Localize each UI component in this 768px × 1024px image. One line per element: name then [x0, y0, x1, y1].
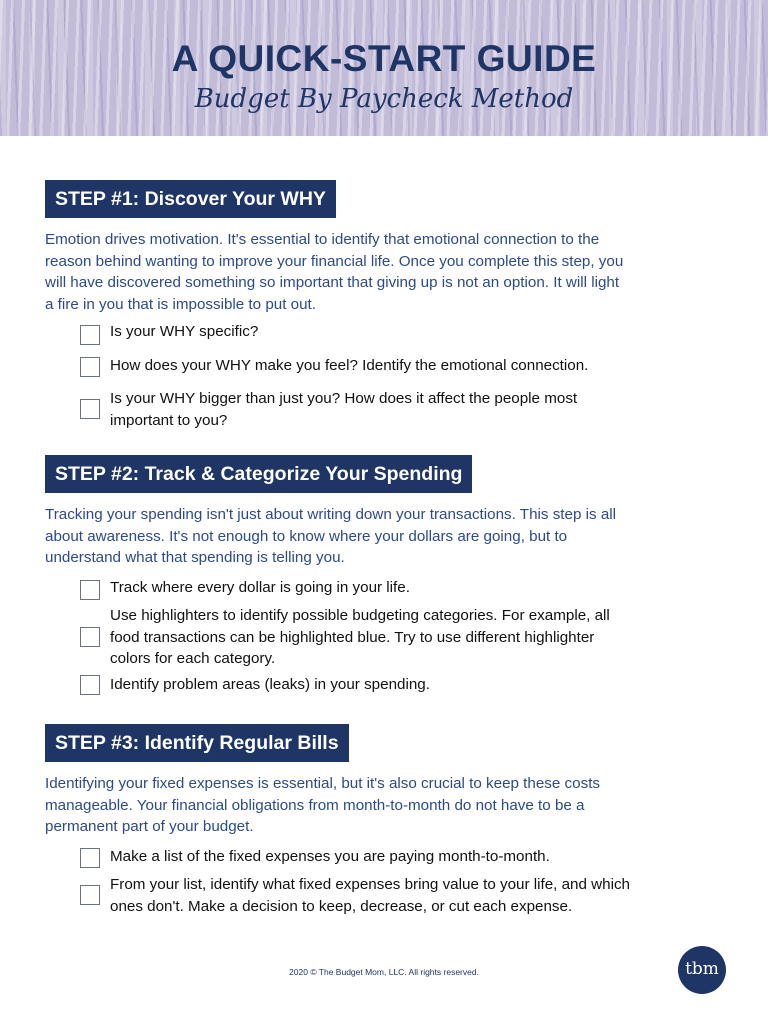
paragraph-line: Emotion drives motivation. It's essential to identify that emotional connection to the	[45, 231, 600, 248]
checklist-item-text: How does your WHY make you feel? Identify the emotional connection.	[110, 357, 589, 374]
header-banner	[0, 0, 768, 136]
checklist-item-text: important to you?	[110, 411, 228, 429]
checkbox[interactable]	[80, 885, 100, 905]
paragraph-line: reason behind wanting to improve your financial life. Once you complete this step, you	[45, 252, 624, 270]
step-2-heading: STEP #2: Track & Categorize Your Spending	[45, 455, 472, 493]
checkbox[interactable]	[80, 580, 100, 600]
checkbox[interactable]	[80, 675, 100, 695]
checklist-item-text: ones don't. Make a decision to keep, decrease, or cut each expense.	[110, 897, 573, 915]
paragraph-line: Tracking your spending isn't just about writing down your transactions. This step is all	[45, 506, 617, 523]
checklist-item-text: Identify problem areas (leaks) in your spending.	[110, 676, 430, 693]
page-title: A QUICK-START GUIDE	[171, 38, 597, 79]
step-3-heading: STEP #3: Identify Regular Bills	[45, 724, 349, 762]
checklist-item-text: Track where every dollar is going in your life.	[110, 579, 410, 596]
checklist-item-text: colors for each category.	[110, 650, 276, 667]
checkbox[interactable]	[80, 357, 100, 377]
checklist-item-text: From your list, identify what fixed expenses bring value to your life, and which	[110, 876, 631, 893]
paragraph-line: about awareness. It's not enough to know where your dollars are going, but to	[45, 527, 568, 545]
checkbox[interactable]	[80, 848, 100, 868]
paragraph-line: will have discovered something so important that giving up is not an option. It will light	[45, 274, 620, 291]
paragraph-line: Identifying your fixed expenses is essential, but it's also crucial to keep these costs	[45, 775, 601, 792]
paragraph-line: manageable. Your financial obligations from month-to-month do not have to be a	[45, 796, 585, 814]
step-2-description	[45, 504, 725, 569]
step-1-heading: STEP #1: Discover Your WHY	[45, 180, 336, 218]
checkbox[interactable]	[80, 399, 100, 419]
checklist-item-text: food transactions can be highlighted blue. Try to use different highlighter	[110, 628, 595, 646]
step-3-description	[45, 773, 725, 838]
paragraph-line: understand what that spending is telling you.	[45, 549, 345, 566]
paragraph-line: permanent part of your budget.	[45, 818, 254, 835]
checklist-item-text: Is your WHY bigger than just you? How does it affect the people most	[110, 390, 578, 407]
checklist-item-text: Use highlighters to identify possible budgeting categories. For example, all	[110, 607, 610, 624]
paragraph-line: a fire in you that is impossible to put out.	[45, 295, 316, 313]
checklist-item-text: Make a list of the fixed expenses you are paying month-to-month.	[110, 848, 550, 865]
checkbox[interactable]	[80, 627, 100, 647]
page-subtitle: Budget By Paycheck Method	[194, 84, 574, 114]
tbm-logo: tbm	[678, 946, 726, 994]
copyright-notice: 2020 © The Budget Mom, LLC. All rights reserved.	[289, 967, 479, 977]
checklist-item-text: Is your WHY specific?	[110, 323, 259, 340]
checkbox[interactable]	[80, 325, 100, 345]
step-1-description	[45, 229, 725, 315]
